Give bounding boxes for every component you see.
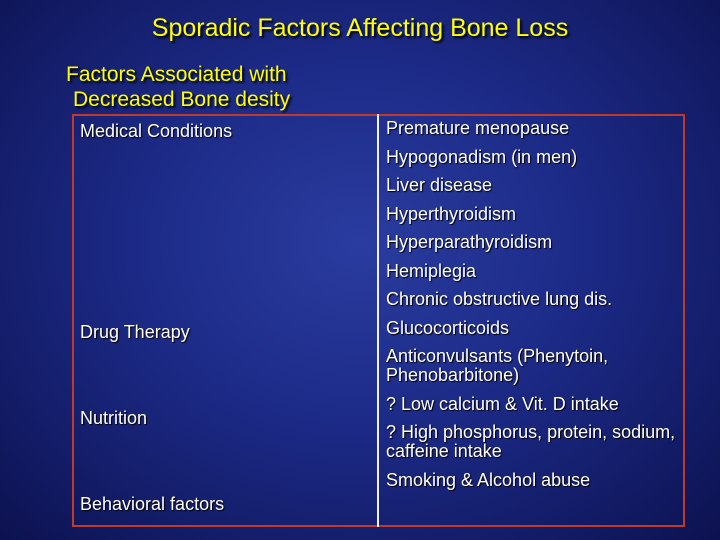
factor-item: ? Low calcium & Vit. D intake	[386, 393, 619, 414]
column-divider	[377, 114, 379, 527]
subtitle-line-1: Factors Associated with	[66, 63, 287, 86]
slide-subtitle	[66, 62, 366, 112]
factor-item: Hemiplegia	[386, 260, 477, 281]
category-drug-therapy: Drug Therapy	[80, 322, 190, 342]
subtitle-line-2: Decreased Bone desity	[73, 88, 291, 111]
factor-item: Smoking & Alcohol abuse	[386, 469, 591, 490]
factor-item: Liver disease	[386, 175, 493, 195]
category-medical-conditions: Medical Conditions	[80, 121, 233, 141]
factors-list	[386, 119, 681, 499]
category-behavioral-factors: Behavioral factors	[80, 494, 225, 514]
category-nutrition: Nutrition	[80, 408, 148, 428]
factor-item: ? High phosphorus, protein, sodium, caffeine intake	[386, 422, 676, 461]
factor-item: Hyperparathyroidism	[386, 232, 553, 252]
factor-item: Glucocorticoids	[386, 317, 510, 338]
factor-item: Hypogonadism (in men)	[386, 146, 578, 167]
factor-item: Anticonvulsants (Phenytoin, Phenobarbitone)	[386, 346, 609, 385]
factor-item: Hyperthyroidism	[386, 203, 517, 224]
factor-item: Premature menopause	[386, 118, 570, 138]
slide-title: Sporadic Factors Affecting Bone Loss	[151, 14, 569, 42]
factor-item: Chronic obstructive lung dis.	[386, 289, 613, 309]
